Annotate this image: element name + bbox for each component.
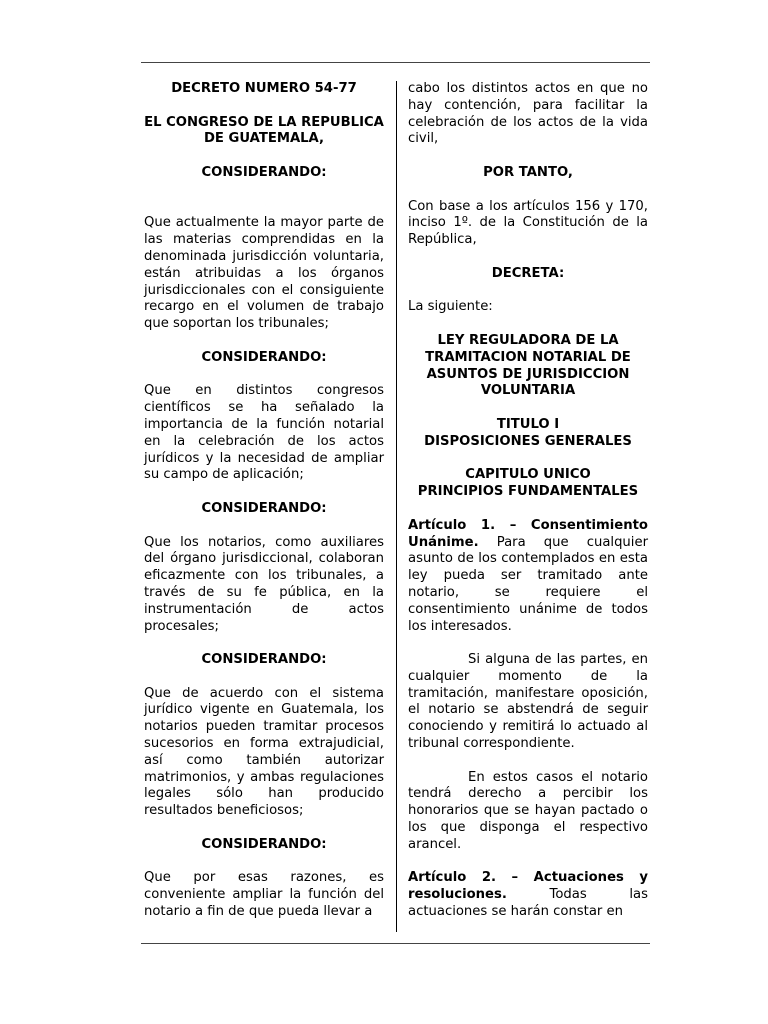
article-1-text: Para que cualquier asunto de los contemplados en esta ley pueda ser tramitado ante notario, se requiere el consentimiento unánime de todos los interesados. xyxy=(408,534,648,634)
article-1-paragraph-3: En estos casos el notario tendrá derecho a percibir los honorarios que se hayan pactado o los que disponga el respectivo arancel. xyxy=(408,769,648,852)
decreta-heading: DECRETA: xyxy=(491,265,565,281)
por-tanto-heading: POR TANTO, xyxy=(483,164,573,180)
article-2-text: Todas las actuaciones se harán constar en xyxy=(408,887,648,920)
continued-paragraph: cabo los distintos actos en que no hay contención, para facilitar la celebración de los actos de la vida civil, xyxy=(408,81,648,147)
considerando-heading: CONSIDERANDO: xyxy=(201,652,327,668)
left-column xyxy=(144,81,384,921)
considerando-heading: CONSIDERANDO: xyxy=(201,164,327,180)
considerando-paragraph: Que en distintos congresos científicos se ha señalado la importancia de la función notarial en la celebración de los actos jurídicos y la necesidad de ampliar su campo de aplicación; xyxy=(144,383,384,483)
capitulo-name: PRINCIPIOS FUNDAMENTALES xyxy=(417,484,639,500)
considerando-paragraph: Que actualmente la mayor parte de las materias comprendidas en la denominada jurisdicción voluntaria, están atribuidas a los órganos jurisdiccionales con el consiguiente recargo en el volumen de trabajo que soportan los tribunales; xyxy=(144,215,384,332)
titulo-number: TITULO I xyxy=(496,416,560,432)
column-divider xyxy=(396,81,397,932)
considerando-paragraph: Que por esas razones, es conveniente ampliar la función del notario a fin de que pueda llevar a xyxy=(144,870,384,920)
considerando-paragraph: Que de acuerdo con el sistema jurídico vigente en Guatemala, los notarios pueden tramitar procesos sucesorios en forma extrajudicial, así como también autorizar matrimonios, y ambas regulaciones legales sólo han producido resultados beneficiosos; xyxy=(144,685,384,819)
considerando-heading: CONSIDERANDO: xyxy=(201,836,327,852)
titulo-heading xyxy=(408,417,648,451)
article-1-heading: Artículo 1. – Consentimiento Unánime. xyxy=(408,517,648,550)
considerando-heading: CONSIDERANDO: xyxy=(201,500,327,516)
article-1-paragraph-2: Si alguna de las partes, en cualquier momento de la tramitación, manifestare oposición, el notario se abstendrá de seguir conociendo y remitirá lo actuado al tribunal correspondiente. xyxy=(408,652,648,752)
capitulo-heading xyxy=(408,467,648,501)
capitulo-number: CAPITULO UNICO xyxy=(465,467,591,483)
titulo-name: DISPOSICIONES GENERALES xyxy=(424,433,632,449)
legal-basis-paragraph: Con base a los artículos 156 y 170, inciso 1º. de la Constitución de la República, xyxy=(408,198,648,248)
congress-heading: EL CONGRESO DE LA REPUBLICA DE GUATEMALA, xyxy=(144,114,384,147)
law-title: LEY REGULADORA DE LA TRAMITACION NOTARIAL DE ASUNTOS DE JURISDICCION VOLUNTARIA xyxy=(425,332,631,399)
la-siguiente-text: La siguiente: xyxy=(408,299,493,315)
decree-title: DECRETO NUMERO 54-77 xyxy=(171,81,357,96)
bottom-rule xyxy=(141,943,650,944)
top-rule xyxy=(141,62,650,63)
article-1-paragraph xyxy=(408,518,648,636)
article-2-paragraph xyxy=(408,870,648,920)
considerando-heading: CONSIDERANDO: xyxy=(201,349,327,365)
considerando-paragraph: Que los notarios, como auxiliares del órgano jurisdiccional, colaboran eficazmente con los tribunales, a través de su fe pública, en la instrumentación de actos procesales; xyxy=(144,534,384,634)
right-column xyxy=(408,81,648,921)
article-2-heading: Artículo 2. – Actuaciones y resoluciones. xyxy=(408,870,648,903)
